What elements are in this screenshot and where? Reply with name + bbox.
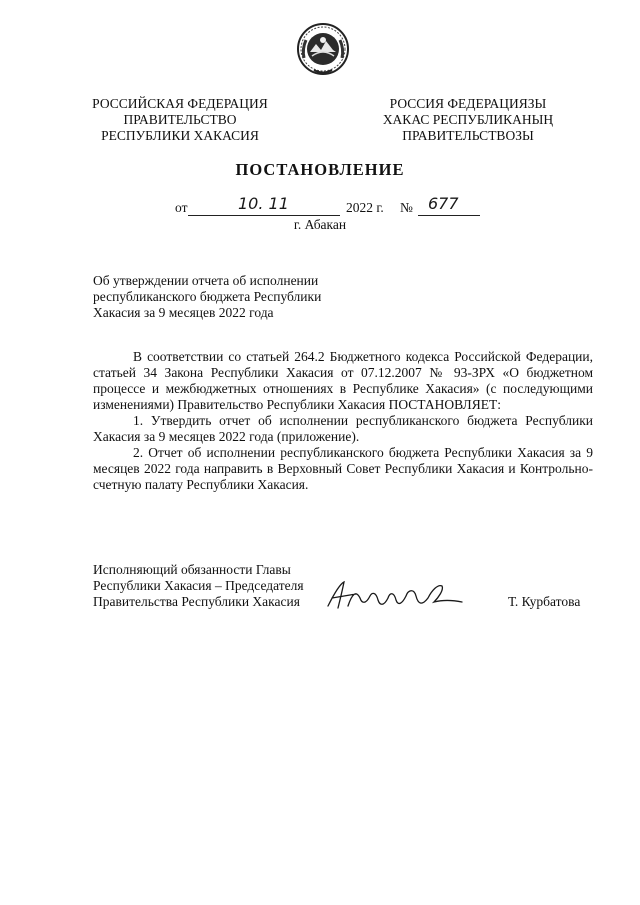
header-right-line: ПРАВИТЕЛЬСТВОЗЫ bbox=[402, 128, 534, 143]
subject-block bbox=[93, 273, 353, 321]
header-right-line: ХАКАС РЕСПУБЛИКАНЫҢ bbox=[382, 112, 554, 127]
coat-of-arms-emblem bbox=[296, 22, 350, 76]
date-handwritten: 10. 11 bbox=[238, 194, 289, 213]
header-left-line: ПРАВИТЕЛЬСТВО bbox=[123, 112, 237, 127]
subject-line: республиканского бюджета Республики bbox=[93, 289, 322, 304]
subject-line: Хакасия за 9 месяцев 2022 года bbox=[93, 305, 274, 320]
signatory-position-line: Правительства Республики Хакасия bbox=[93, 594, 300, 609]
header-left-block bbox=[80, 96, 280, 144]
signatory-position bbox=[93, 562, 333, 610]
signatory-position-line: Исполняющий обязанности Главы bbox=[93, 562, 291, 577]
city-line: г. Абакан bbox=[293, 217, 347, 232]
signatory-position-line: Республики Хакасия – Председателя bbox=[93, 578, 304, 593]
date-underline bbox=[188, 215, 340, 216]
number-underline bbox=[418, 215, 480, 216]
header-right-line: РОССИЯ ФЕДЕРАЦИЯЗЫ bbox=[389, 96, 547, 111]
preamble-paragraph: В соответствии со статьей 264.2 Бюджетного кодекса Российской Федерации, статьей 34 Закона Республики Хакасия от 07.12.2007 № 93-ЗРХ «О бюджетном процессе и межбюджетных отношениях в Республике Хакасия» (с последующими изменениями) Правительство Республики Хакасия ПОСТАНОВЛЯЕТ: bbox=[93, 349, 593, 412]
body-text bbox=[93, 349, 593, 493]
item-1-paragraph: 1. Утвердить отчет об исполнении республиканского бюджета Республики Хакасия за 9 месяцев 2022 года (приложение). bbox=[93, 413, 593, 444]
document-title: ПОСТАНОВЛЕНИЕ bbox=[235, 160, 405, 179]
header-left-line: РОССИЙСКАЯ ФЕДЕРАЦИЯ bbox=[92, 96, 268, 111]
year-label: 2022 г. bbox=[346, 200, 384, 215]
handwritten-signature bbox=[322, 576, 472, 616]
header-right-block bbox=[368, 96, 568, 144]
signatory-name: Т. Курбатова bbox=[508, 594, 581, 609]
item-2-paragraph: 2. Отчет об исполнении республиканского бюджета Республики Хакасия за 9 месяцев 2022 года направить в Верховный Совет Республики Хакасия и Контрольно-счетную палату Республики Хакасия. bbox=[93, 445, 593, 492]
number-handwritten: 677 bbox=[428, 194, 459, 213]
header-left-line: РЕСПУБЛИКИ ХАКАСИЯ bbox=[101, 128, 259, 143]
number-label: № bbox=[400, 200, 413, 215]
subject-line: Об утверждении отчета об исполнении bbox=[93, 273, 319, 288]
date-from-label: от bbox=[175, 200, 188, 215]
